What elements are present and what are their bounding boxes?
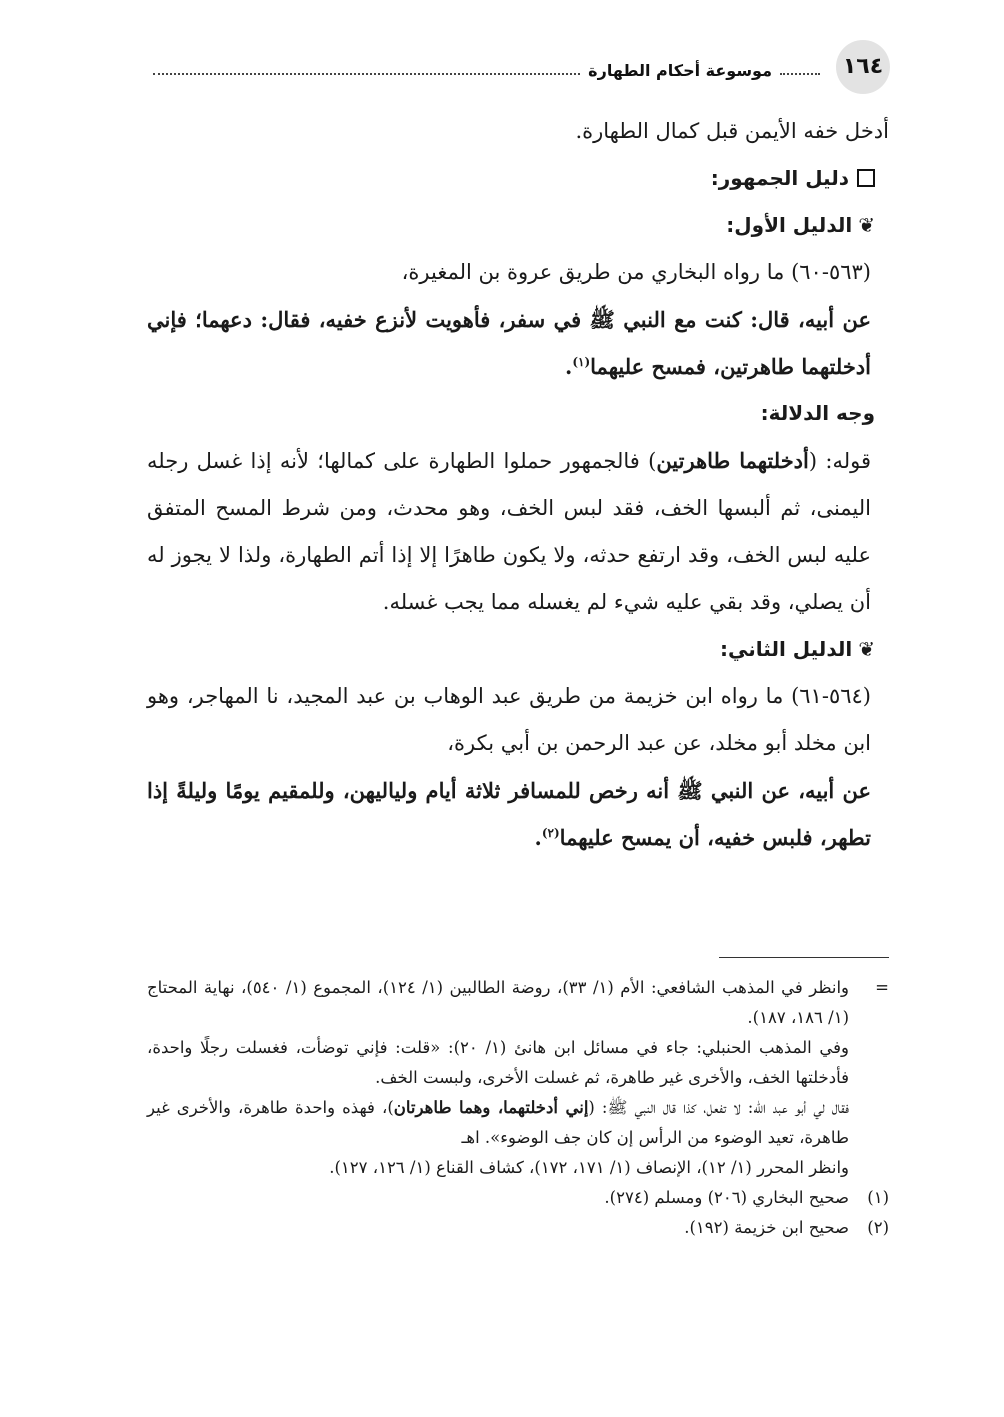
hadith1-end: .	[565, 354, 573, 379]
footnote-cont-line4: وانظر المحرر (١/ ١٢)، الإنصاف (١/ ١٧١، ١٧٢)، كشاف القناع (١/ ١٢٦، ١٢٧).	[329, 1158, 849, 1177]
footnote-cont-line3	[147, 1093, 889, 1153]
heading-first-evidence	[147, 202, 889, 249]
footnote-cont-line1: وانظر في المذهب الشافعي: الأم (١/ ٣٣)، روضة الطالبين (١/ ١٢٤)، المجموع (١/ ٥٤٠)، نهاية المحتاج (١/ ١٨٦، ١٨٧).	[147, 978, 850, 1027]
heading-majority-label: دليل الجمهور:	[710, 166, 849, 190]
quote-open: قوله: (	[808, 449, 871, 473]
checkbox-square-icon	[857, 169, 875, 187]
footnote-1-marker: (١)	[867, 1188, 889, 1207]
indication-text: فالجمهور حملوا الطهارة على كمالها؛ لأنه إذا غسل رجله اليمنى، ثم ألبسها الخف، فقد لبس الخف، وهو محدث، ومن شرط المسح المتفق عليه لبس الخف، وقد ارتفع حدثه، ولا يكون طاهرًا إلا إذا أتم الطهارة، ولذا لا يجوز له أن يصلي، وقد بقي عليه شيء لم يغسله مما يجب غسله.	[147, 449, 871, 614]
leader-dots-right	[780, 73, 820, 75]
running-head	[145, 56, 828, 84]
running-title: موسوعة أحكام الطهارة	[588, 60, 772, 80]
indication-quote: أدخلتهما طاهرتين	[656, 448, 809, 473]
main-text	[147, 108, 889, 861]
footnote-cont-line2: وفي المذهب الحنبلي: جاء في مسائل ابن هانئ (١/ ٢٠): «قلت: فإني توضأت، فغسلت رجلًا واحدة، فأدخلتها الخف، والأخرى غير طاهرة، ثم غسلت الأخرى، ولبست الخف.	[147, 1038, 849, 1087]
footnote-2	[147, 1213, 889, 1243]
intro-line: أدخل خفه الأيمن قبل كمال الطهارة.	[575, 119, 889, 143]
bullet-leaf-icon: ❦	[858, 213, 875, 237]
indication-paragraph	[147, 437, 889, 626]
footnote-cont-line3-b: )، فهذه واحدة طاهرة، والأخرى غير طاهرة، تعيد الوضوء من الرأس إن كان جف الوضوء». اهـ	[147, 1098, 849, 1147]
heading-indication: وجه الدلالة:	[760, 401, 875, 425]
footnote-2-marker: (٢)	[867, 1218, 889, 1237]
footnotes	[147, 973, 889, 1243]
footnote-continuation	[147, 973, 889, 1033]
heading-first-label: الدليل الأول:	[726, 213, 853, 237]
hadith1-body: عن أبيه، قال: كنت مع النبي ﷺ في سفر، فأهويت لأنزع خفيه، فقال: دعهما؛ فإني أدخلتهما طاهرتين، فمسح عليهما	[147, 307, 871, 379]
heading-majority-evidence	[147, 155, 889, 202]
heading-second-evidence	[147, 626, 889, 673]
footnote-1-text: صحيح البخاري (٢٠٦) ومسلم (٢٧٤).	[604, 1188, 849, 1207]
hadith2-chain: (٥٦٤-٦١) ما رواه ابن خزيمة من طريق عبد الوهاب بن عبد المجيد، نا المهاجر، وهو ابن مخلد أبو مخلد، عن عبد الرحمن بن أبي بكرة،	[147, 684, 871, 755]
footnote-separator	[719, 957, 889, 958]
footnote-cont-line3-a: فقال لي أبو عبد الله: لا تفعل، كذا قال النبي ﷺ: (	[588, 1098, 850, 1117]
hadith2-end: .	[534, 825, 542, 850]
heading-second-label: الدليل الثاني:	[720, 637, 853, 661]
quote-close: )	[648, 449, 657, 473]
footnote-2-text: صحيح ابن خزيمة (١٩٢).	[684, 1218, 849, 1237]
leader-dots-left	[153, 73, 580, 75]
hadith2-body: عن أبيه، عن النبي ﷺ أنه رخص للمسافر ثلاثة أيام ولياليهن، وللمقيم يومًا وليلةً إذا تطهر، فلبس خفيه، أن يمسح عليهما	[147, 778, 871, 850]
continuation-marker: =	[875, 978, 889, 997]
page-header	[145, 40, 890, 100]
footnote-cont-line3-bold: إني أدخلتهما، وهما طاهرتان	[393, 1098, 589, 1117]
page-number: ١٦٤	[836, 40, 890, 94]
hadith1-chain: (٥٦٣-٦٠) ما رواه البخاري من طريق عروة بن المغيرة،	[401, 260, 871, 284]
footnote-ref-2[interactable]: (٢)	[541, 826, 560, 840]
hadith2-text	[147, 767, 889, 861]
footnote-1	[147, 1183, 889, 1213]
hadith1-text	[147, 296, 889, 390]
footnote-ref-1[interactable]: (١)	[572, 355, 591, 369]
bullet-leaf-icon: ❦	[858, 637, 875, 661]
